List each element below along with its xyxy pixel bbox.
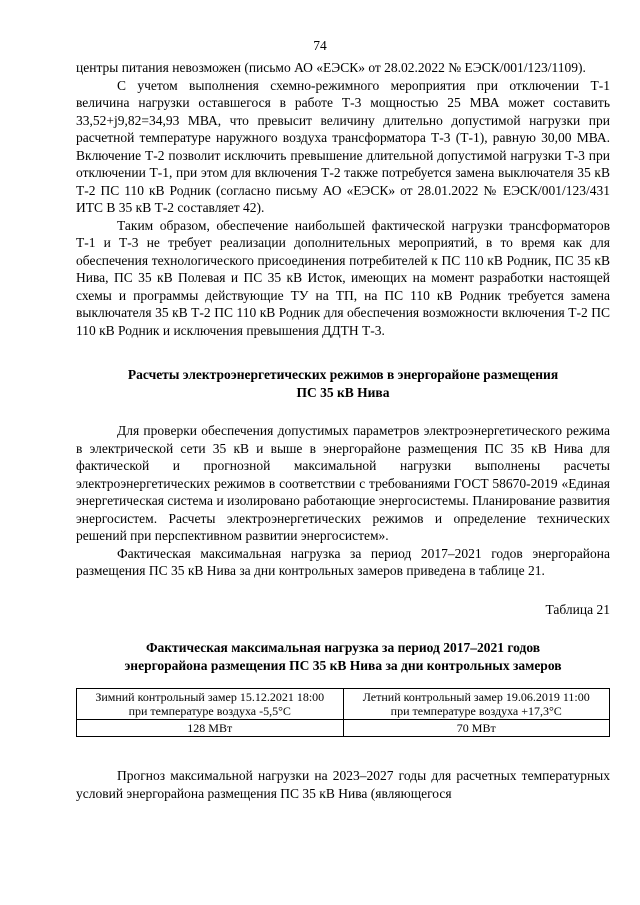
paragraph-forecast: Прогноз максимальной нагрузки на 2023–2027 годы для расчетных температурных условий энергорайона размещения ПС 35 кВ Нива (являющегося <box>76 768 610 801</box>
paragraph-conclusion: Таким образом, обеспечение наибольшей фактической нагрузки трансформаторов Т-1 и Т-3 не требует реализации дополнительных мероприятий, в то время как для обеспечения технологического присоединения потребителей к ПС 110 кВ Родник, ПС 35 кВ Нива, ПС 35 кВ Полевая и ПС 35 кВ Исток, имеющих на момент разработки настоящей схемы и программы действующие ТУ на ТП, на ПС 110 кВ Родник требуется замена выключателя 35 кВ Т-2 ПС 110 кВ Родник для обеспечения возможности включения Т-2 ПС 110 кВ Родник и исключения превышения ДДТН Т-3. <box>76 217 610 338</box>
section-heading-line-2: ПС 35 кВ Нива <box>296 384 390 400</box>
section-heading <box>76 366 610 401</box>
table-title <box>76 639 610 674</box>
table-row <box>77 720 610 737</box>
paragraph-actual-load: Фактическая максимальная нагрузка за период 2017–2021 годов энергорайона размещения ПС 35 кВ Нива за дни контрольных замеров приведена в таблице 21. <box>76 545 610 578</box>
header-summer-line-1: Летний контрольный замер 19.06.2019 11:00 <box>362 690 590 704</box>
value-summer: 70 МВт <box>343 720 610 737</box>
load-table <box>76 688 610 737</box>
paragraph-calculation-method: Для проверки обеспечения допустимых параметров электроэнергетического режима в электрической сети 35 кВ и выше в энергорайоне размещения ПС 35 кВ Нива для фактической и прогнозной максимальной нагрузки выполнены расчеты электроэнергетических режимов в соответствии с требованиями ГОСТ 58670-2019 «Единая энергетическая система и изолировано работающие энергосистемы. Планирование развития энергосистем. Расчеты электроэнергетических режимов и определение технических решений при перспективном развитии энергосистем». <box>76 423 610 543</box>
header-summer-line-2: при температуре воздуха +17,3°С <box>390 704 562 718</box>
table-header-row <box>77 689 610 720</box>
table-title-line-1: Фактическая максимальная нагрузка за период 2017–2021 годов <box>145 640 541 655</box>
header-winter <box>77 689 344 720</box>
header-winter-line-1: Зимний контрольный замер 15.12.2021 18:00 <box>95 690 325 704</box>
paragraph-continuation: центры питания невозможен (письмо АО «ЕЭСК» от 28.02.2022 № ЕЭСК/001/123/1109). <box>76 60 586 75</box>
header-summer <box>343 689 610 720</box>
header-winter-line-2: при температуре воздуха -5,5°С <box>128 704 291 718</box>
value-winter: 128 МВт <box>77 720 344 737</box>
section-heading-line-1: Расчеты электроэнергетических режимов в энергорайоне размещения <box>127 367 559 382</box>
page-number: 74 <box>313 38 327 53</box>
table-label: Таблица 21 <box>545 601 610 617</box>
table-title-line-2: энергорайона размещения ПС 35 кВ Нива за дни контрольных замеров <box>124 657 562 673</box>
paragraph-schema-regime: С учетом выполнения схемно-режимного мероприятия при отключении Т-1 величина нагрузки оставшегося в работе Т-3 мощностью 25 МВА может составить 33,52+j9,82=34,93 МВА, что превысит величину длительно допустимой нагрузки при расчетной температуре наружного воздуха трансформатора Т-3 (Т-1), равную 30,00 МВА. Включение Т-2 позволит исключить превышение длительной допустимой нагрузки Т-3 при отключении Т-1, при этом для включения Т-2 также потребуется замена выключателя 35 кВ Т-2 ПС 110 кВ Родник (согласно письму АО «ЕЭСК» от 28.01.2022 № ЕЭСК/001/123/431 ИТС В 35 кВ Т-2 составляет 42). <box>76 77 610 215</box>
page-content <box>76 59 610 802</box>
